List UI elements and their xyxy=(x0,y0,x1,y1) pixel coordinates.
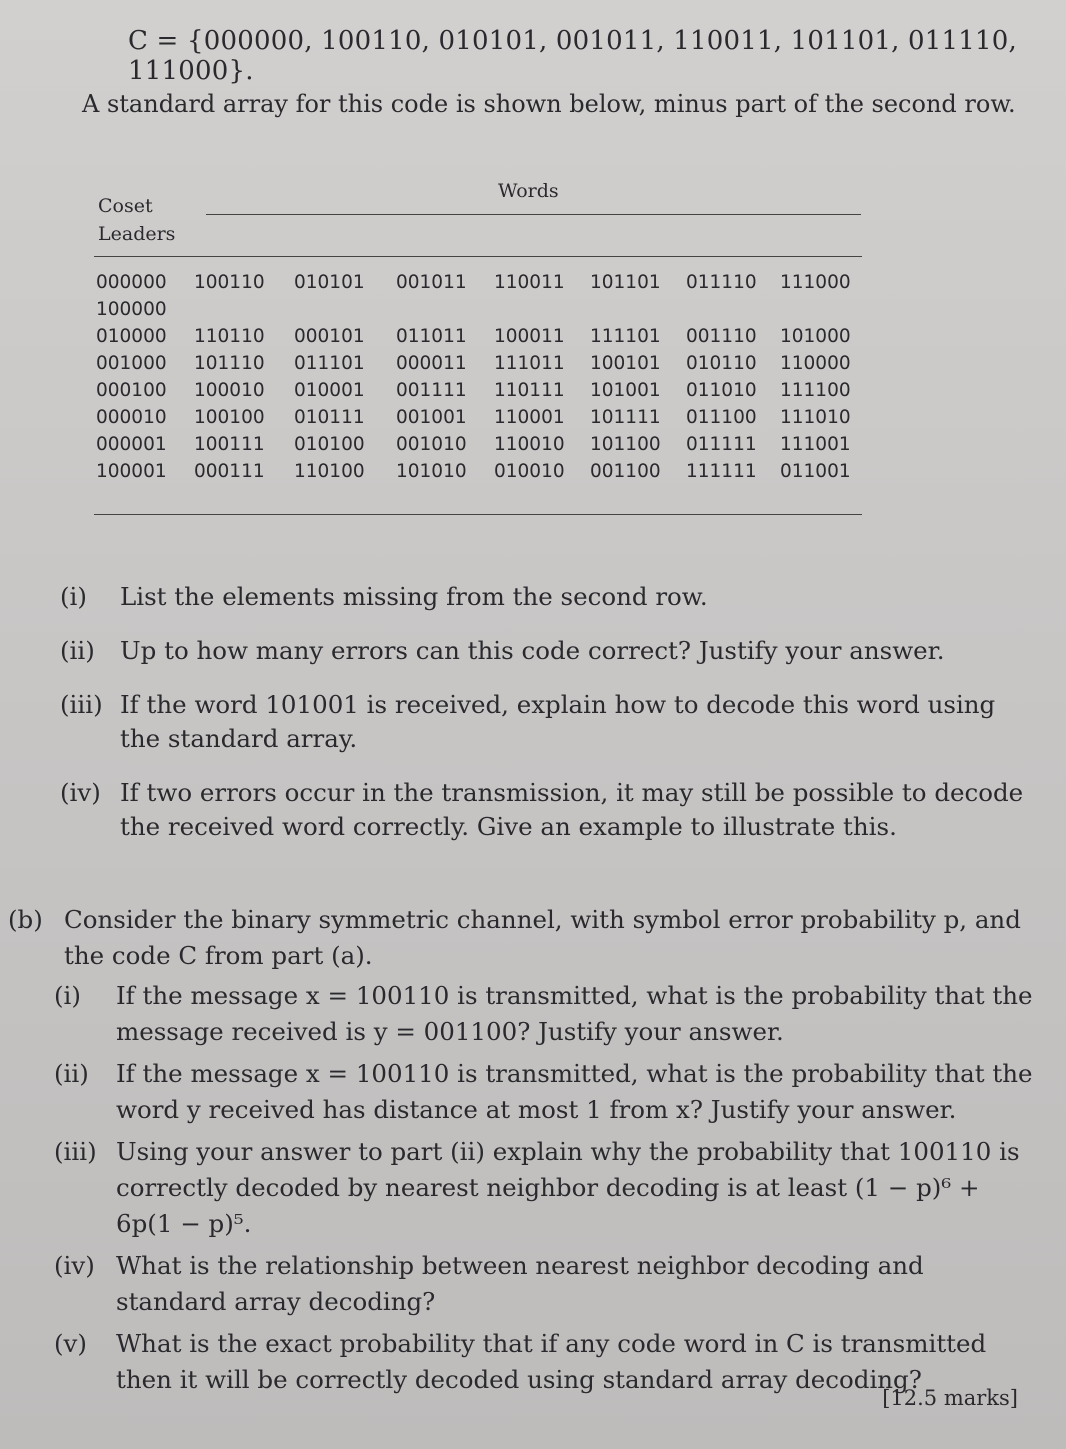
coset-header-line1: Coset xyxy=(98,195,153,217)
question-b-iv xyxy=(54,1248,1038,1320)
table-cell: 111101 xyxy=(590,326,661,347)
question-b-i xyxy=(54,978,1038,1050)
part-b-lead xyxy=(8,902,1038,974)
table-cell: 011001 xyxy=(780,461,851,482)
question-number: (ii) xyxy=(54,1059,89,1088)
question-text: What is the relationship between nearest neighbor decoding and standard array decoding? xyxy=(116,1251,924,1316)
table-cell: 100110 xyxy=(194,272,265,293)
table-cell: 110010 xyxy=(494,434,565,455)
table-cell: 001000 xyxy=(96,353,167,374)
table-cell: 011100 xyxy=(686,407,757,428)
part-b-lead-text: Consider the binary symmetric channel, with symbol error probability p, and the code C from part (a). xyxy=(64,905,1021,970)
question-a-ii xyxy=(60,634,1040,668)
question-a-iii xyxy=(60,688,1040,756)
intro-text: A standard array for this code is shown below, minus part of the second row. xyxy=(82,90,1016,118)
table-cell: 010101 xyxy=(294,272,365,293)
table-cell: 010111 xyxy=(294,407,365,428)
table-cell: 100111 xyxy=(194,434,265,455)
question-number: (ii) xyxy=(60,636,95,665)
table-cell: 101110 xyxy=(194,353,265,374)
table-cell: 011010 xyxy=(686,380,757,401)
question-number: (v) xyxy=(54,1329,87,1358)
question-text: What is the exact probability that if any code word in C is transmitted then it will be correctly decoded using standard array decoding? xyxy=(116,1329,987,1394)
question-text: If the word 101001 is received, explain how to decode this word using the standard array. xyxy=(120,690,996,753)
table-cell: 000001 xyxy=(96,434,167,455)
table-cell: 000111 xyxy=(194,461,265,482)
table-cell: 010001 xyxy=(294,380,365,401)
table-cell: 100101 xyxy=(590,353,661,374)
table-cell: 111011 xyxy=(494,353,565,374)
part-a-questions xyxy=(60,580,1040,864)
table-cell: 111010 xyxy=(780,407,851,428)
table-cell: 101001 xyxy=(590,380,661,401)
table-cell: 001010 xyxy=(396,434,467,455)
table-cell: 010000 xyxy=(96,326,167,347)
table-cell: 101000 xyxy=(780,326,851,347)
table-cell: 100001 xyxy=(96,461,167,482)
table-cell: 011101 xyxy=(294,353,365,374)
table-cell: 110000 xyxy=(780,353,851,374)
table-cell: 000011 xyxy=(396,353,467,374)
table-cell: 011011 xyxy=(396,326,467,347)
question-text: If two errors occur in the transmission, it may still be possible to decode the received word correctly. Give an example to illustrate this. xyxy=(120,778,1024,841)
coset-leaders-header xyxy=(98,192,175,248)
question-number: (iv) xyxy=(60,778,101,807)
table-cell: 010100 xyxy=(294,434,365,455)
table-cell: 110111 xyxy=(494,380,565,401)
table-cell: 011110 xyxy=(686,272,757,293)
marks-label: [12.5 marks] xyxy=(882,1386,1018,1410)
code-set-definition: C = {000000, 100110, 010101, 001011, 110011, 101101, 011110, 111000}. xyxy=(128,26,1017,86)
table-cell: 100000 xyxy=(96,299,167,320)
question-a-i xyxy=(60,580,1040,614)
table-cell: 100011 xyxy=(494,326,565,347)
coset-header-line2: Leaders xyxy=(98,223,176,245)
table-cell: 001100 xyxy=(590,461,661,482)
question-b-iii xyxy=(54,1134,1038,1242)
table-cell: 110011 xyxy=(494,272,565,293)
table-cell: 111100 xyxy=(780,380,851,401)
question-number: (iii) xyxy=(60,690,103,719)
table-cell: 101111 xyxy=(590,407,661,428)
table-bottom-rule xyxy=(94,514,862,515)
table-cell: 110001 xyxy=(494,407,565,428)
table-top-rule xyxy=(94,256,862,257)
question-text: If the message x = 100110 is transmitted, what is the probability that the message received is y = 001100? Justify your answer. xyxy=(116,981,1033,1046)
part-b-number: (b) xyxy=(8,905,43,934)
table-cell: 000101 xyxy=(294,326,365,347)
table-cell: 101101 xyxy=(590,272,661,293)
table-cell: 001111 xyxy=(396,380,467,401)
table-cell: 110110 xyxy=(194,326,265,347)
question-b-ii xyxy=(54,1056,1038,1128)
table-cell: 001110 xyxy=(686,326,757,347)
words-header: Words xyxy=(498,180,559,202)
table-cell: 101100 xyxy=(590,434,661,455)
question-a-iv xyxy=(60,776,1040,844)
question-text: If the message x = 100110 is transmitted, what is the probability that the word y received has distance at most 1 from x? Justify your answer. xyxy=(116,1059,1033,1124)
table-cell: 001011 xyxy=(396,272,467,293)
table-cell: 110100 xyxy=(294,461,365,482)
words-underline xyxy=(206,214,861,215)
table-cell: 000010 xyxy=(96,407,167,428)
table-cell: 000100 xyxy=(96,380,167,401)
table-cell: 000000 xyxy=(96,272,167,293)
table-cell: 010010 xyxy=(494,461,565,482)
table-cell: 100100 xyxy=(194,407,265,428)
question-text: Using your answer to part (ii) explain why the probability that 100110 is correctly decoded by nearest neighbor decoding is at least (1 − p)⁶ + 6p(1 − p)⁵. xyxy=(116,1137,1020,1238)
question-number: (iii) xyxy=(54,1137,97,1166)
question-number: (iv) xyxy=(54,1251,95,1280)
question-text: List the elements missing from the second row. xyxy=(120,582,708,611)
question-number: (i) xyxy=(60,582,87,611)
table-cell: 001001 xyxy=(396,407,467,428)
table-cell: 111111 xyxy=(686,461,757,482)
table-cell: 010110 xyxy=(686,353,757,374)
question-text: Up to how many errors can this code correct? Justify your answer. xyxy=(120,636,945,665)
part-b xyxy=(8,902,1038,1404)
table-cell: 111000 xyxy=(780,272,851,293)
table-cell: 100010 xyxy=(194,380,265,401)
question-number: (i) xyxy=(54,981,81,1010)
table-cell: 101010 xyxy=(396,461,467,482)
table-cell: 111001 xyxy=(780,434,851,455)
table-cell: 011111 xyxy=(686,434,757,455)
